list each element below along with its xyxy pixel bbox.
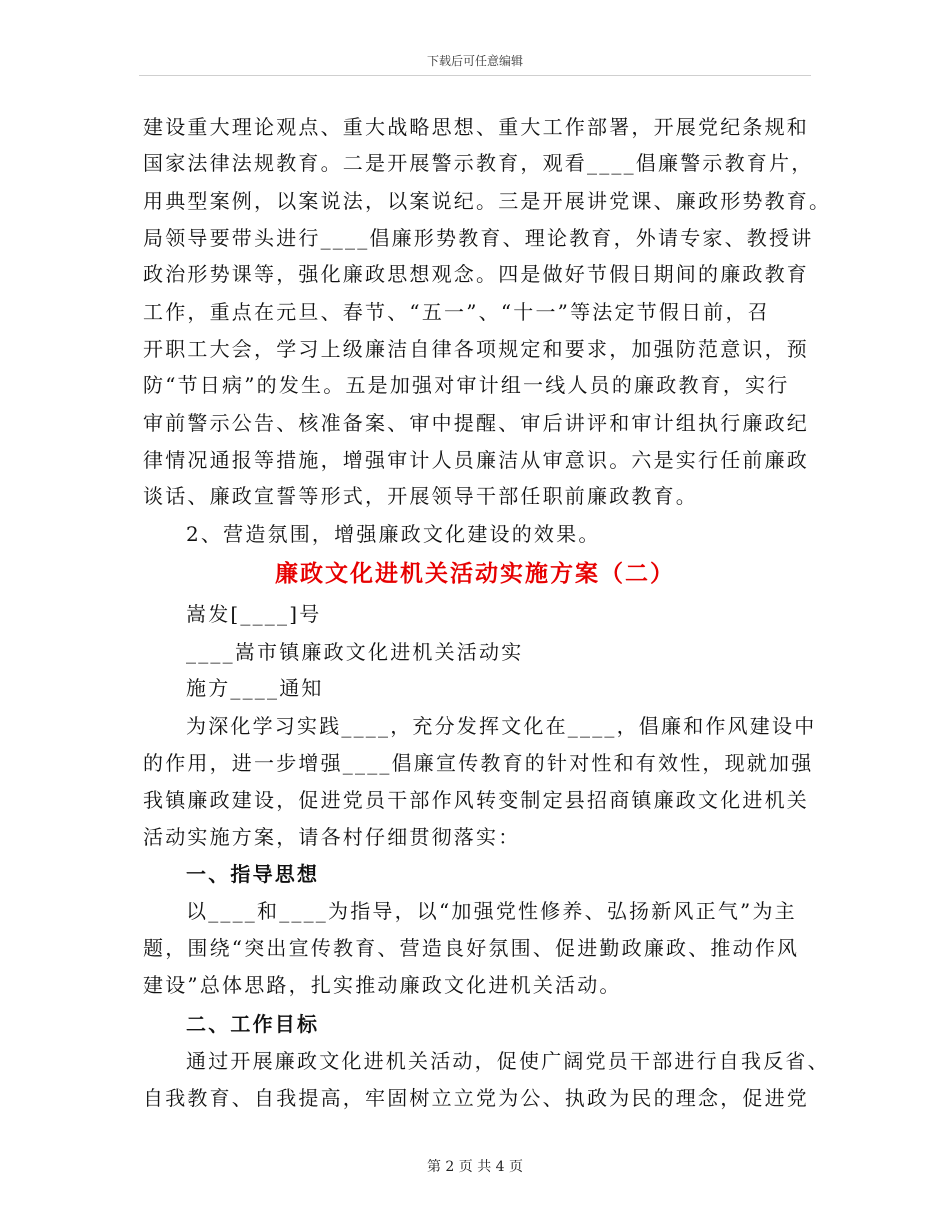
body-line-6: 工作，重点在元旦、春节、“五一”、“十一”等法定节假日前，召 (143, 300, 770, 324)
header-divider (139, 75, 811, 76)
body-line-10: 律情况通报等措施，增强审计人员廉洁从审意识。六是实行任前廉政 (143, 448, 809, 472)
body-line-5: 政治形势课等，强化廉政思想观念。四是做好节假日期间的廉政教育 (143, 262, 809, 286)
body-line-2: 国家法律法规教育。二是开展警示教育，观看____倡廉警示教育片， (143, 151, 814, 175)
section-1-line-3: 建设”总体思路，扎实推动廉政文化进机关活动。 (143, 973, 622, 997)
section-1-line-2: 题，围绕“突出宣传教育、营造良好氛围、促进勤政廉政、推动作风 (143, 936, 800, 960)
section-1-line-1: 以____和____为指导，以“加强党性修养、弘扬新风正气”为主 (186, 899, 797, 923)
body-line-12: 2、营造氛围，增强廉政文化建设的效果。 (186, 522, 601, 546)
body-line-9: 审前警示公告、核准备案、审中提醒、审后讲评和审计组执行廉政纪 (143, 411, 809, 435)
notice-line-3: 施方____通知 (186, 676, 324, 700)
body-line-3: 用典型案例，以案说法，以案说纪。三是开展讲党课、廉政形势教育。 (143, 189, 832, 213)
page-footer-note: 第 2 页 共 4 页 (426, 1159, 524, 1175)
notice-line-4: 为深化学习实践____，充分发挥文化在____，倡廉和作风建设中 (186, 714, 817, 738)
section-2-line-2: 自我教育、自我提高，牢固树立立党为公、执政为民的理念，促进党 (143, 1086, 809, 1110)
document-title: 廉政文化进机关活动实施方案（二） (275, 560, 675, 587)
body-line-7: 开职工大会，学习上级廉洁自律各项规定和要求，加强防范意识，预 (143, 337, 809, 361)
notice-line-5: 的作用，进一步增强____倡廉宣传教育的针对性和有效性，现就加强 (143, 751, 814, 775)
section-1-heading: 一、指导思想 (186, 862, 320, 886)
body-line-1: 建设重大理论观点、重大战略思想、重大工作部署，开展党纪条规和 (143, 115, 809, 139)
notice-line-2: ____嵩市镇廉政文化进机关活动实 (186, 640, 524, 664)
section-2-line-1: 通过开展廉政文化进机关活动，促使广阔党员干部进行自我反省、 (186, 1049, 830, 1073)
section-2-heading: 二、工作目标 (186, 1012, 320, 1036)
notice-number: 嵩发[____]号 (186, 602, 322, 626)
body-line-8: 防“节日病”的发生。五是加强对审计组一线人员的廉政教育，实行 (143, 373, 790, 397)
body-line-4: 局领导要带头进行____倡廉形势教育、理论教育，外请专家、教授讲 (143, 226, 814, 250)
notice-line-6: 我镇廉政建设，促进党员干部作风转变制定县招商镇廉政文化进机关 (143, 788, 809, 812)
body-line-11: 谈话、廉政宣誓等形式，开展领导干部任职前廉政教育。 (143, 484, 698, 508)
page-header-note: 下载后可任意编辑 (426, 54, 523, 68)
notice-line-7: 活动实施方案，请各村仔细贯彻落实： (143, 825, 521, 849)
